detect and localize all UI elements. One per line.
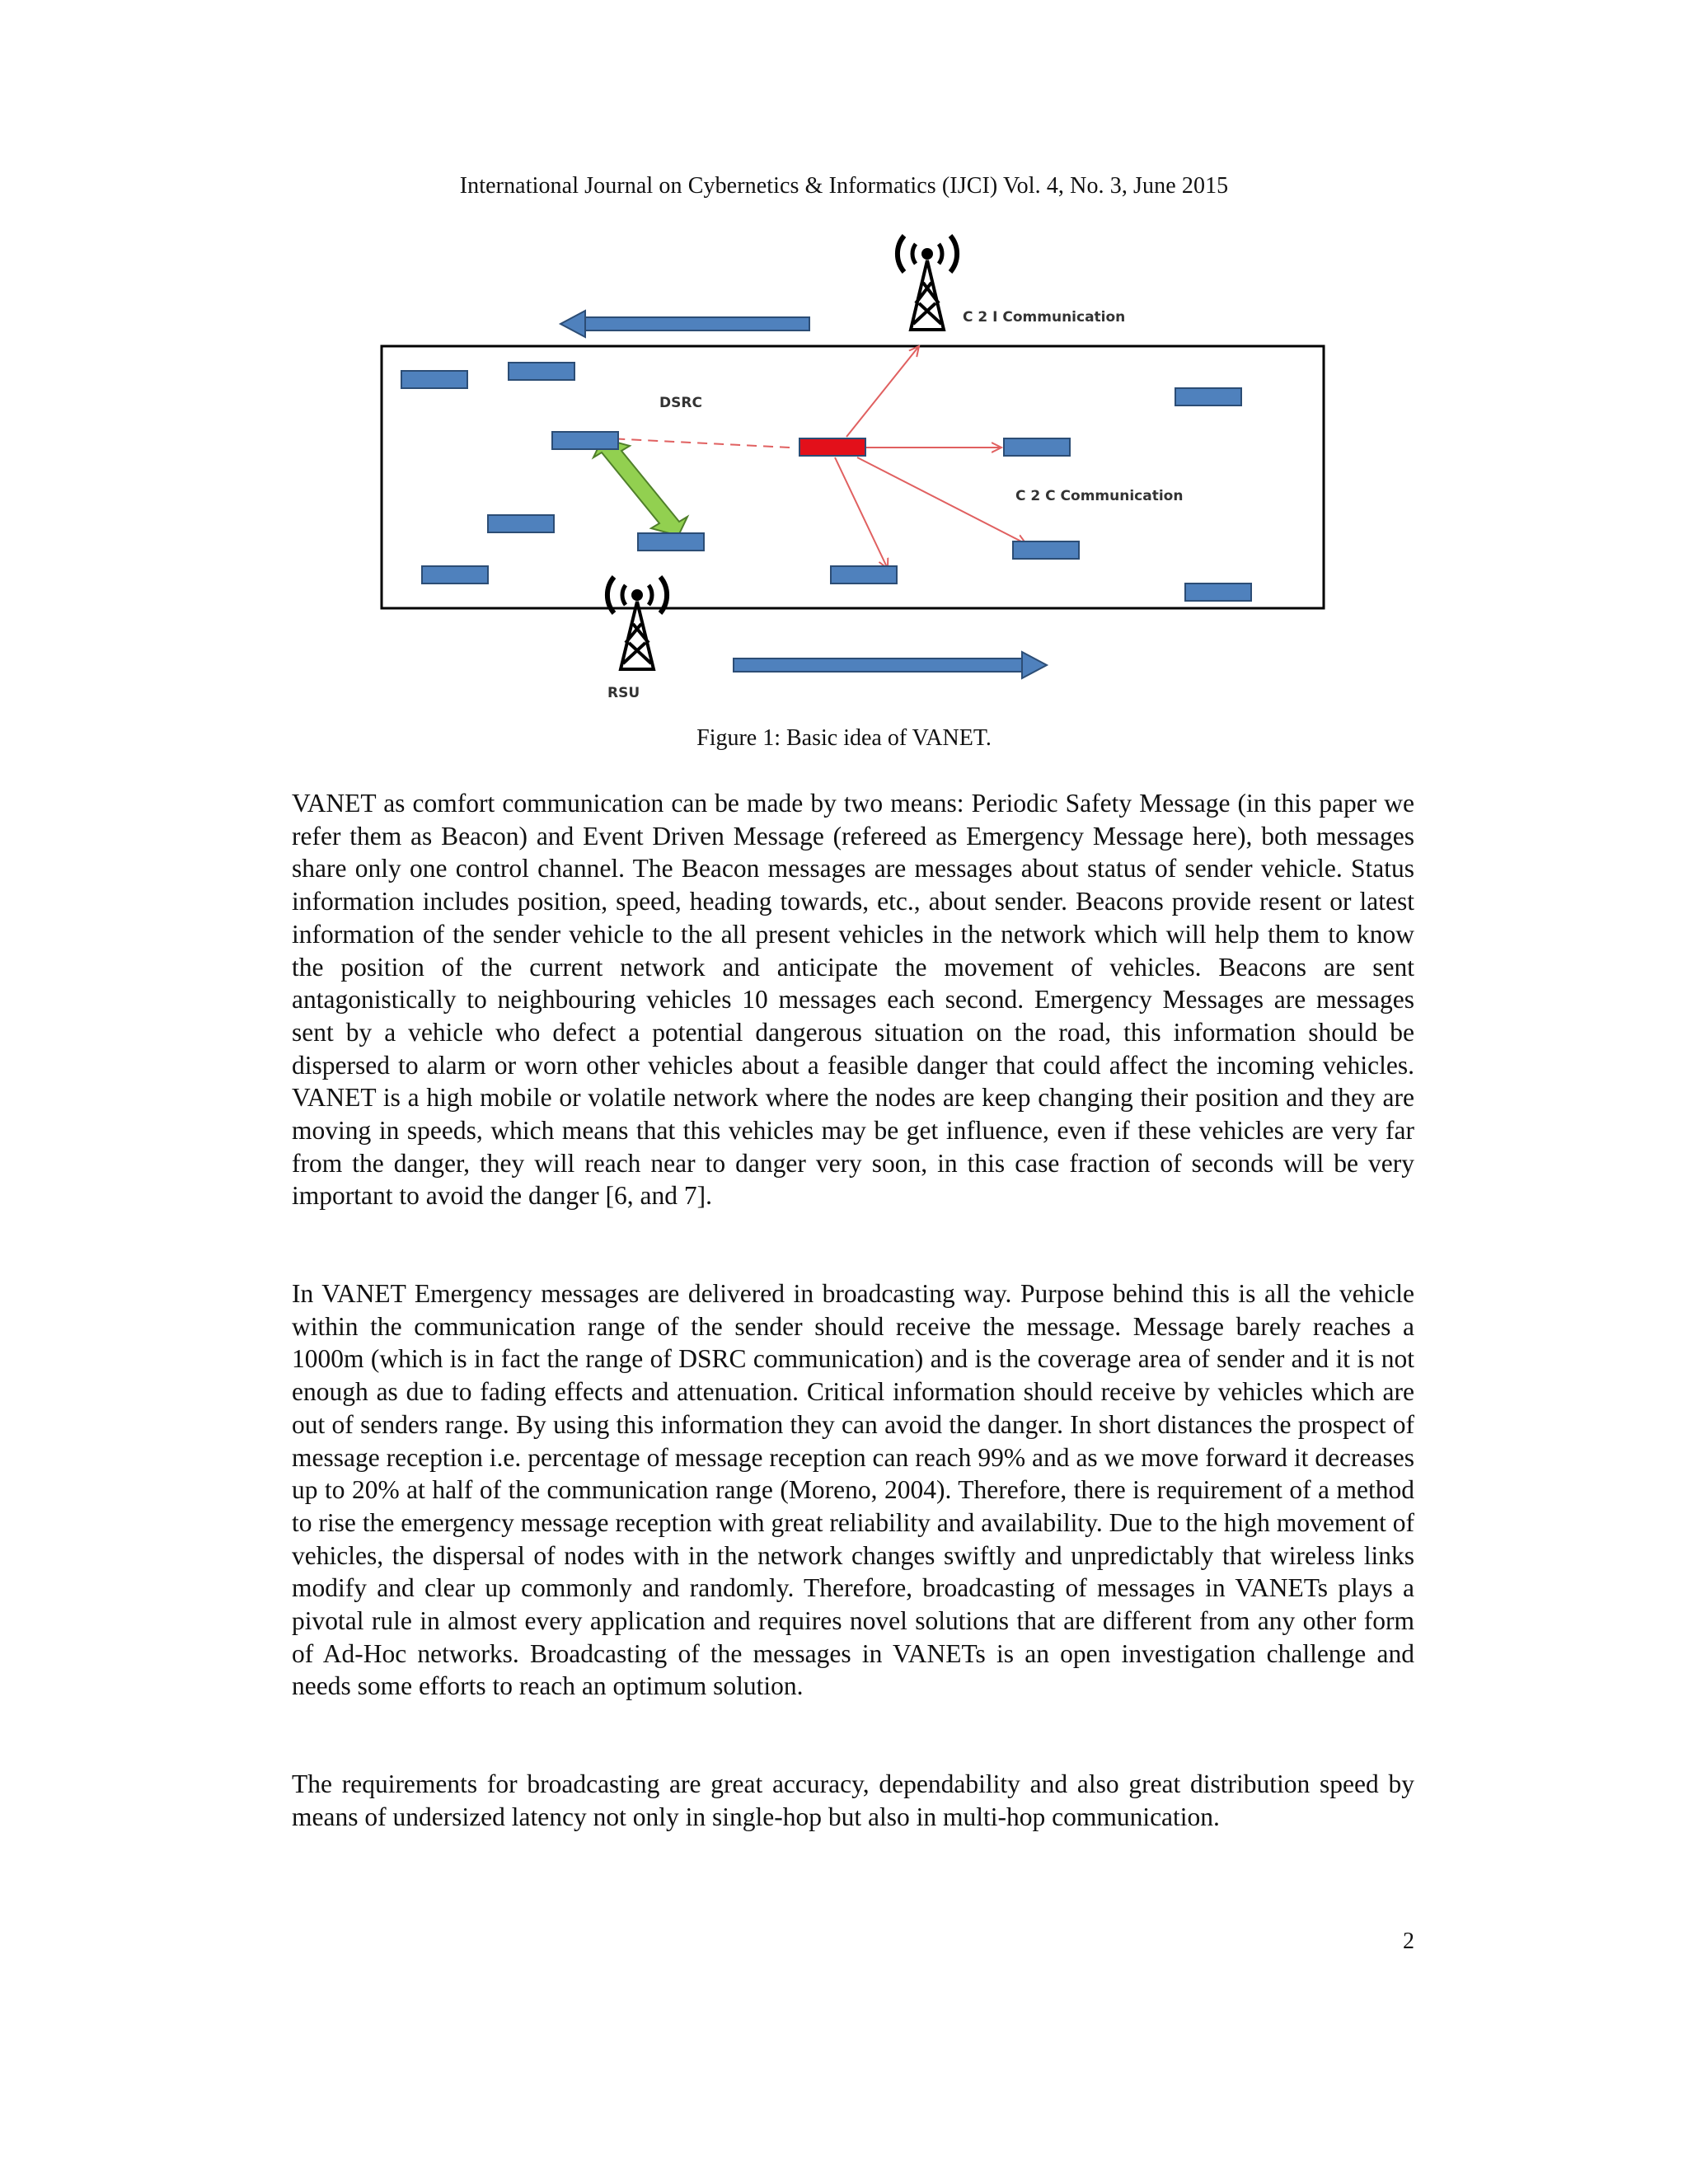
vanet-figure (0, 0, 1688, 717)
figure-caption: Figure 1: Basic idea of VANET. (696, 725, 992, 751)
body-paragraph: VANET as comfort communication can be made by two means: Periodic Safety Message (in this paper we refer them as Beacon) and Event Driven Message (refereed as Emergency Message here), both messages share only one control channel. The Beacon messages are messages about status of sender vehicle. Status information includes position, speed, heading towards, etc., about sender. Beacons provide resent or latest information of the sender vehicle to the all present vehicles in the network which will help them to know the position of the current network and anticipate the movement of vehicles. Beacons are sent antagonistically to neighbouring vehicles 10 messages each second. Emergency Messages are messages sent by a vehicle who defect a potential dangerous situation on the road, this information should be dispersed to alarm or worn other vehicles about a feasible danger that could affect the incoming vehicles. VANET is a high mobile or volatile network where the nodes are keep changing their position and they are moving in speeds, which means that this vehicles may be get influence, even if these vehicles are very far from the danger, they will reach near to danger very soon, in this case fraction of seconds will be very important to avoid the danger [6, and 7]. (292, 789, 1414, 1211)
vehicle (1013, 541, 1079, 559)
tower-icon (898, 236, 957, 330)
c2c-label: C 2 C Communication (1015, 488, 1184, 504)
vehicle (638, 533, 704, 551)
dsrc-label: DSRC (659, 395, 702, 411)
vehicle (1185, 583, 1251, 601)
vehicle (1175, 388, 1241, 405)
c2i-label: C 2 I Communication (963, 309, 1126, 326)
vehicle (831, 566, 897, 583)
arrow-right-icon (734, 652, 1047, 678)
vehicle (552, 432, 618, 449)
body-paragraph: In VANET Emergency messages are delivered in broadcasting way. Purpose behind this is all the vehicle within the communication range of the sender should receive the message. Message barely reaches a 1000m (which is in fact the range of DSRC communication) and is the coverage area of sender and it is not enough as due to fading effects and attenuation. Critical information should receive by vehicles which are out of senders range. By using this information they can avoid the danger. In short distances the prospect of message reception i.e. percentage of message reception can reach 99% and as we move forward it decreases up to 20% at half of the communication range (Moreno, 2004). Therefore, there is requirement of a method to rise the emergency message reception with great reliability and availability. Due to the high movement of vehicles, the dispersal of nodes with in the network changes swiftly and unpredictably that wireless links modify and clear up commonly and randomly. Therefore, broadcasting of messages in VANETs plays a pivotal rule in almost every application and requires novel solutions that are different from any other form of Ad-Hoc networks. Broadcasting of the messages in VANETs is an open investigation challenge and needs some efforts to reach an optimum solution. (292, 1279, 1414, 1701)
vehicle (401, 371, 467, 388)
dsrc-link-arrow (593, 438, 687, 536)
vehicle (488, 515, 554, 532)
tower-icon (607, 577, 667, 669)
vehicle (422, 566, 488, 583)
sender-vehicle (799, 438, 865, 456)
vehicle (1004, 438, 1070, 456)
body-paragraph: The requirements for broadcasting are great accuracy, dependability and also great distribution speed by means of undersized latency not only in single-hop but also in multi-hop communication. (292, 1769, 1414, 1831)
page-number: 2 (1403, 1929, 1414, 1954)
journal-header: International Journal on Cybernetics & Informatics (IJCI) Vol. 4, No. 3, June 2015 (459, 173, 1229, 199)
vehicle (509, 363, 574, 380)
vehicles (401, 363, 1251, 601)
rsu-label: RSU (607, 685, 640, 701)
arrow-left-icon (560, 311, 809, 337)
